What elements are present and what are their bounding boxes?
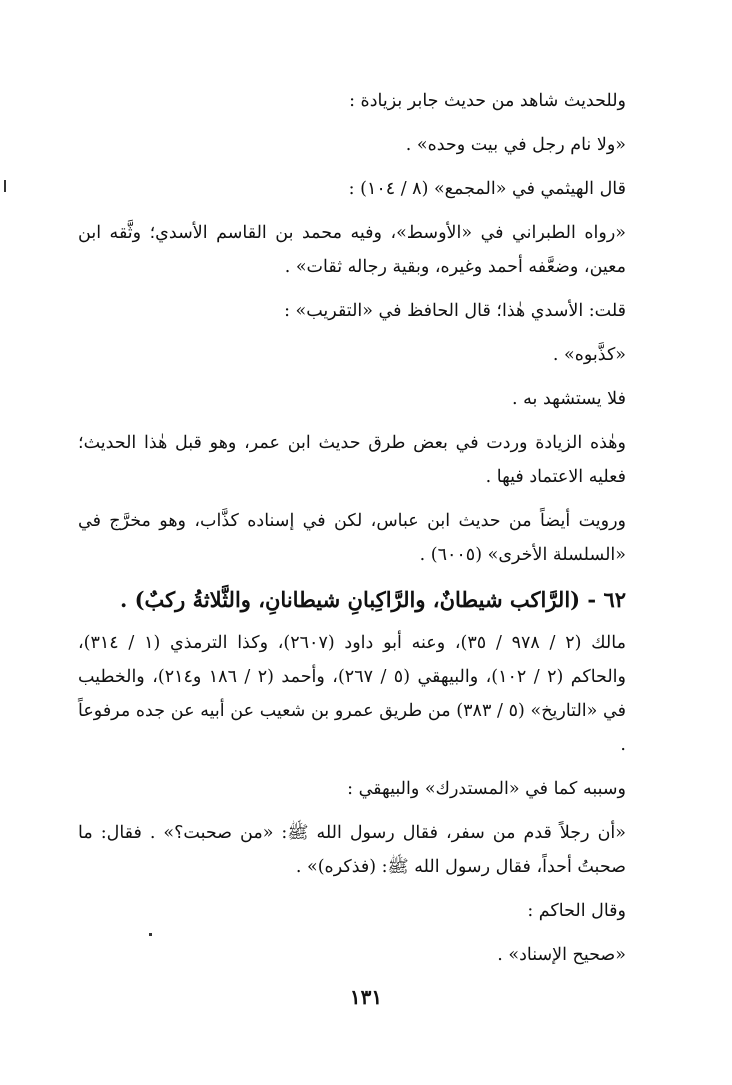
paragraph: فلا يستشهد به . xyxy=(512,389,626,409)
quote: «أن رجلاً قدم من سفر، فقال رسول الله ﷺ: «من صحبت؟» . فقال: ما صحبتُ أحداً، فقال رسول الله ﷺ: (فذكره)» . xyxy=(78,823,626,877)
quote: «ولا نام رجل في بيت وحده» . xyxy=(405,135,626,155)
paragraph: وللحديث شاهد من حديث جابر بزيادة : xyxy=(349,91,626,111)
quote: «كذَّبوه» . xyxy=(552,345,626,365)
paragraph: وسببه كما في «المستدرك» والبيهقي : xyxy=(347,779,626,799)
quote: «رواه الطبراني في «الأوسط»، وفيه محمد بن القاسم الأسدي؛ وثَّقه ابن معين، وضعَّفه أحمد وغيره، وبقية رجاله ثقات» . xyxy=(78,223,626,277)
paragraph: ورويت أيضاً من حديث ابن عباس، لكن في إسناده كذَّاب، وهو مخرَّج في «السلسلة الأخرى» (٦٠٠٥) . xyxy=(78,511,626,565)
quote: «صحيح الإسناد» . xyxy=(497,945,626,965)
paragraph: قلت: الأسدي هٰذا؛ قال الحافظ في «التقريب» : xyxy=(284,301,626,321)
page-number: ١٣١ xyxy=(349,985,383,1009)
scan-mark xyxy=(149,933,152,936)
paragraph: وهٰذه الزيادة وردت في بعض طرق حديث ابن عمر، وهو قبل هٰذا الحديث؛ فعليه الاعتماد فيها . xyxy=(78,433,626,487)
hadith-heading: ٦٢ - (الرَّاكب شيطانٌ، والرَّاكِبانِ شيطانانِ، والثَّلاثةُ ركبٌ) . xyxy=(119,587,626,612)
scan-mark xyxy=(4,180,6,192)
paragraph: وقال الحاكم : xyxy=(527,901,626,921)
paragraph: قال الهيثمي في «المجمع» (٨ / ١٠٤) : xyxy=(348,179,626,199)
page-body xyxy=(78,84,652,982)
paragraph: مالك (٢ / ٩٧٨ / ٣٥)، وعنه أبو داود (٢٦٠٧)، وكذا الترمذي (١ / ٣١٤)، والحاكم (٢ / ١٠٢)، والبيهقي (٥ / ٢٦٧)، وأحمد (٢ / ١٨٦ و٢١٤)، والخطيب في «التاريخ» (٥ / ٣٨٣) من طريق عمرو بن شعيب عن أبيه عن جده مرفوعاً . xyxy=(78,633,626,755)
